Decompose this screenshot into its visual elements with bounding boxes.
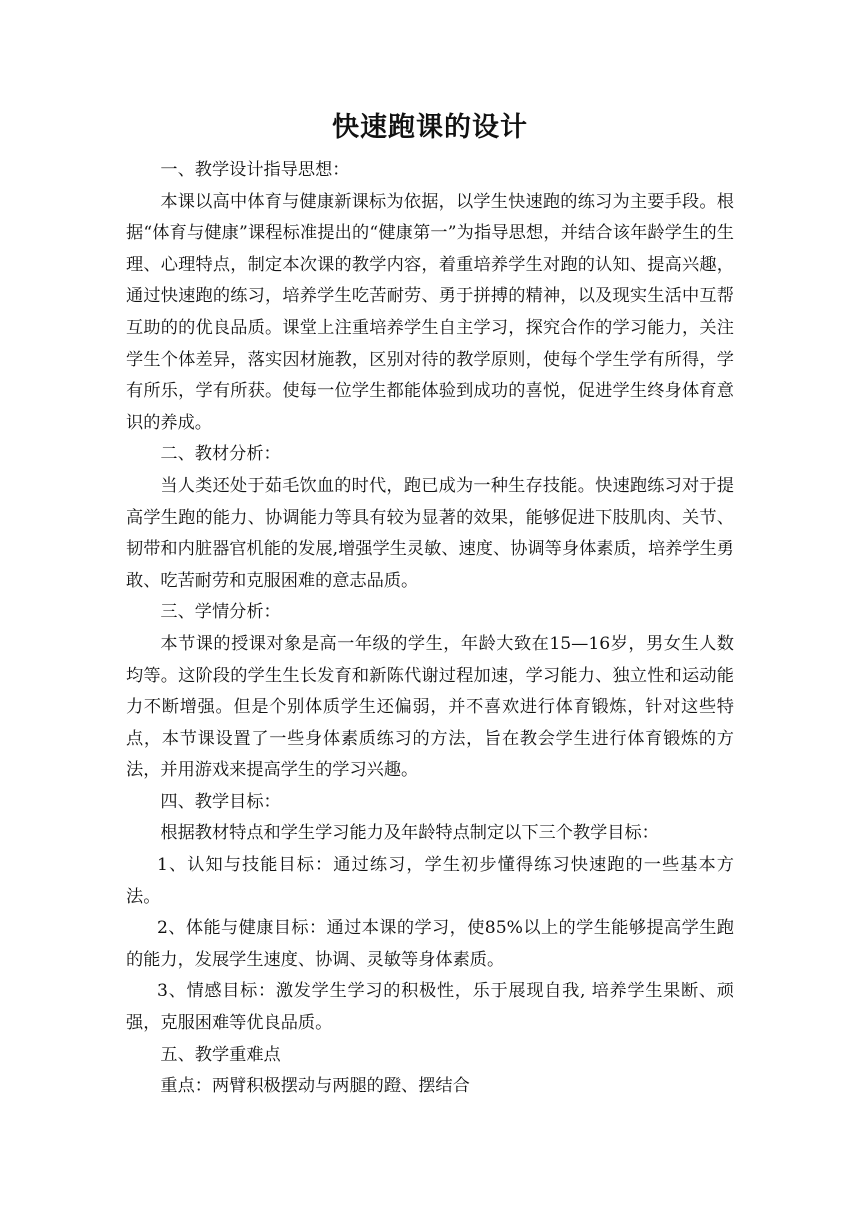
document-body [126, 155, 734, 1103]
section-heading: 二、教材分析： [160, 444, 281, 465]
body-paragraph: 根据教材特点和学生学习能力及年龄特点制定以下三个教学目标： [160, 823, 659, 844]
objective-item: 2、体能与健康目标：通过本课的学习，使85%以上的学生能够提高学生跑的能力，发展学生速度、协调、灵敏等身体素质。 [126, 918, 734, 970]
objective-item: 3、情感目标：激发学生学习的积极性，乐于展现自我, 培养学生果断、顽强，克服困难等优良品质。 [126, 981, 734, 1034]
section-heading: 一、教学设计指导思想： [160, 160, 350, 180]
body-paragraph: 重点：两臂积极摆动与两腿的蹬、摆结合 [160, 1076, 470, 1097]
objective-item: 1、认知与技能目标：通过练习，学生初步懂得练习快速跑的一些基本方法。 [126, 855, 734, 907]
document-title: 快速跑课的设计 [332, 112, 528, 143]
body-paragraph: 本课以高中体育与健康新课标为依据，以学生快速跑的练习为主要手段。根据“体育与健康”课程标准提出的“健康第一”为指导思想，并结合该年龄学生的生理、心理特点，制定本次课的教学内容，着重培养学生对跑的认知、提高兴趣，通过快速跑的练习，培养学生吃苦耐劳、勇于拼搏的精神，以及现实生活中互帮互助的的优良品质。课堂上注重培养学生自主学习，探究合作的学习能力，关注学生个体差异，落实因材施教，区别对待的教学原则，使每个学生学有所得，学有所乐，学有所获。使每一位学生都能体验到成功的喜悦，促进学生终身体育意识的养成。 [126, 191, 734, 433]
section-heading: 四、教学目标： [160, 791, 281, 812]
section-heading: 三、学情分析： [160, 602, 281, 623]
body-paragraph: 本节课的授课对象是高一年级的学生，年龄大致在15—16岁，男女生人数均等。这阶段的学生生长发育和新陈代谢过程加速，学习能力、独立性和运动能力不断增强。但是个别体质学生还偏弱，并不喜欢进行体育锻炼，针对这些特点，本节课设置了一些身体素质练习的方法，旨在教会学生进行体育锻炼的方法，并用游戏来提高学生的学习兴趣。 [126, 633, 734, 781]
body-paragraph: 当人类还处于茹毛饮血的时代，跑已成为一种生存技能。快速跑练习对于提高学生跑的能力、协调能力等具有较为显著的效果，能够促进下肢肌肉、关节、韧带和内脏器官机能的发展,增强学生灵敏、速度、协调等身体素质，培养学生勇敢、吃苦耐劳和克服困难的意志品质。 [126, 475, 734, 591]
section-heading: 五、教学重难点 [160, 1044, 281, 1065]
